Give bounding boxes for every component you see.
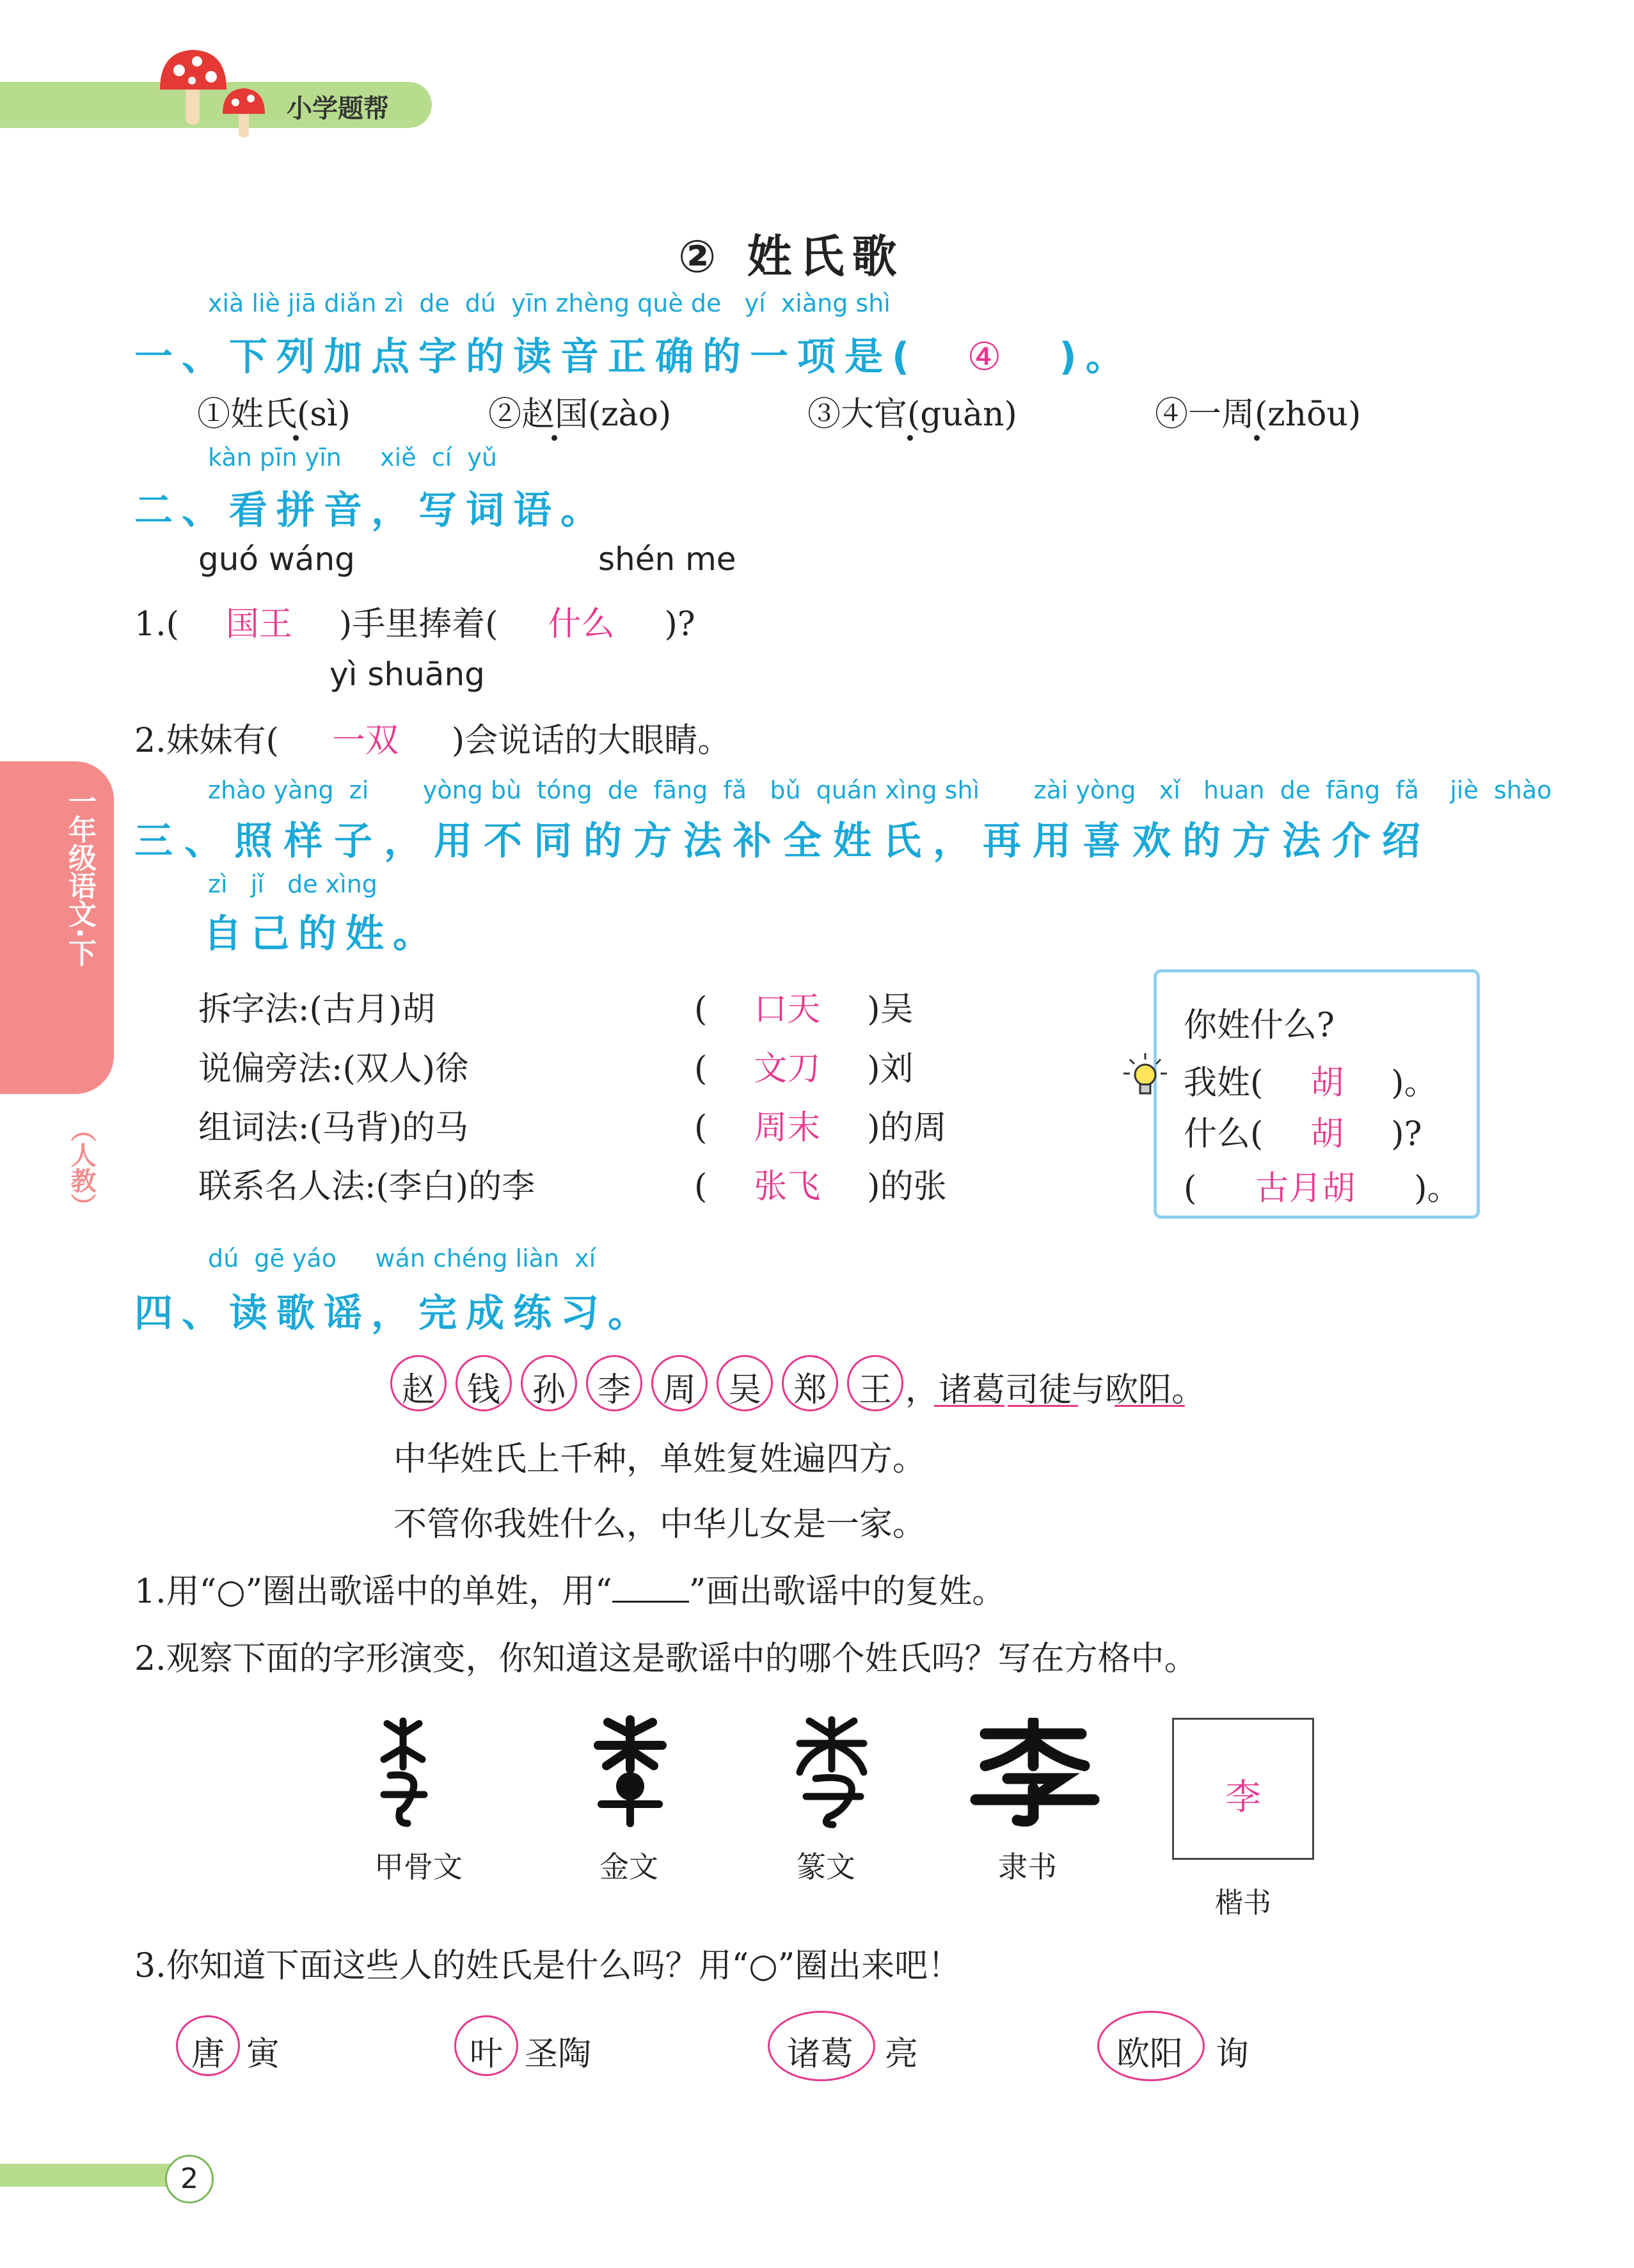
compound-underline: [1008, 1405, 1078, 1407]
method-close: )刘: [867, 1050, 914, 1088]
compound-underline: [1114, 1405, 1185, 1407]
q2-answer-b: 什么: [548, 605, 615, 644]
q1-answer: ④: [967, 335, 1011, 379]
box-answer-3: 古月胡: [1255, 1170, 1356, 1208]
ballad-line-1-rest: [905, 1363, 1205, 1411]
method-left: 拆字法:(古月)胡: [198, 990, 436, 1029]
q1-title-text: 一、下列加点字的读音正确的一项是(: [134, 335, 919, 379]
person-surname: 唐: [191, 2035, 225, 2074]
box-line-2: [1184, 1056, 1438, 1104]
single-surname: 周: [663, 1371, 697, 1409]
box-answer-1: 胡: [1310, 1064, 1344, 1102]
single-surname: 钱: [467, 1371, 501, 1409]
side-tab-grade: 一年级语文·下: [63, 787, 96, 967]
evolution-label: 甲骨文: [374, 1850, 463, 1884]
box-answer-2: 胡: [1310, 1115, 1344, 1154]
method-open: (: [694, 1109, 708, 1147]
method-row: [198, 1042, 468, 1090]
evolution-label: 金文: [599, 1850, 658, 1884]
page-number: 2: [180, 2162, 198, 2195]
comma: ，: [905, 1371, 939, 1409]
q1-option-1: ①姓氏(sì): [197, 395, 351, 434]
q1-title: [134, 326, 1133, 381]
task-1: [134, 1564, 1005, 1612]
compound-underline: [934, 1405, 1004, 1407]
evolution-label: 隶书: [998, 1850, 1057, 1884]
mushroom-icon: [154, 45, 282, 147]
emphasis-dot: [907, 435, 913, 441]
box-line-3-end: )?: [1391, 1115, 1422, 1154]
blank-underline: [612, 1576, 689, 1603]
single-surname: 王: [859, 1371, 892, 1409]
task-1-b: ”画出歌谣中的复姓。: [688, 1573, 1006, 1611]
q2-line1-mid: )手里捧着(: [338, 605, 498, 644]
box-line-4: [1184, 1161, 1461, 1209]
method-row: [198, 1100, 468, 1148]
q4-title: 四、读歌谣，完成练习。: [134, 1291, 655, 1336]
single-surname: 孙: [532, 1371, 566, 1409]
person-surname: 欧阳: [1116, 2035, 1184, 2074]
brand-label: 小学题帮: [287, 94, 389, 123]
q2-answer-a: 国王: [225, 605, 292, 644]
method-row: [198, 982, 435, 1030]
task-1-a: 1.用“○”圈出歌谣中的单姓，用“: [134, 1573, 612, 1611]
person-surname: 叶: [470, 2035, 504, 2074]
person-given: 亮: [885, 2035, 919, 2074]
oracle-bone-glyph: [368, 1715, 438, 1830]
q1-option-2: ②赵国(zào): [488, 395, 672, 434]
side-tab-edition: （人教）: [67, 1116, 96, 1219]
box-line-4-end: )。: [1414, 1170, 1461, 1208]
box-line-4-prefix: (: [1184, 1170, 1197, 1208]
method-row: [694, 1159, 947, 1207]
emphasis-dot: [1254, 435, 1260, 441]
conjunction: 与: [1072, 1371, 1106, 1409]
q1-pinyin: xià liè jiā diǎn zì de dú yīn zhèng què de yí xiàng shì: [208, 289, 891, 317]
q1-option-4: ④一周(zhōu): [1155, 395, 1361, 434]
q2-line1: [134, 597, 695, 645]
q2-line1-prefix: 1.(: [134, 605, 179, 644]
single-surname: 郑: [793, 1371, 827, 1409]
method-row: [694, 1042, 914, 1090]
method-open: (: [694, 990, 708, 1029]
method-row: [694, 1100, 947, 1148]
q2-line2-end: )会说话的大眼睛。: [451, 722, 731, 760]
compound-surname: 欧阳: [1105, 1371, 1172, 1409]
answer-square-label: 楷书: [1215, 1887, 1271, 1919]
single-surname: 赵: [402, 1371, 436, 1409]
person-given: 寅: [246, 2035, 280, 2074]
q2-line1-end: )?: [664, 605, 695, 644]
box-line-1: 你姓什么?: [1184, 1006, 1335, 1045]
answer-square-value: 李: [1225, 1777, 1261, 1818]
method-left: 联系名人法:(李白)的李: [198, 1168, 535, 1206]
single-surname: 李: [598, 1371, 631, 1409]
bronze-glyph: [589, 1715, 672, 1830]
method-row: [198, 1159, 535, 1207]
person-given: 询: [1216, 2035, 1249, 2074]
method-left: 组词法:(马背)的马: [198, 1109, 469, 1147]
method-answer: 口天: [754, 990, 821, 1029]
single-surname: 吴: [728, 1371, 762, 1409]
q4-pinyin: dú gē yáo wán chéng liàn xí: [208, 1244, 596, 1273]
footer-bar: [0, 2164, 192, 2187]
q3-title-2: 自己的姓。: [203, 912, 440, 956]
q2-answer-c: 一双: [331, 722, 399, 760]
q3-pinyin-1: zhào yàng zi yòng bù tóng de fāng fǎ bǔ quán xìng shì zài yòng xǐ huan de fāng fǎ jiè shào: [208, 776, 1552, 804]
ballad-line-3: 不管你我姓什么，中华儿女是一家。: [393, 1505, 926, 1544]
method-answer: 周末: [754, 1109, 821, 1147]
lesson-title: ② 姓氏歌: [678, 230, 905, 283]
method-open: (: [694, 1168, 708, 1206]
method-left: 说偏旁法:(双人)徐: [198, 1050, 469, 1088]
box-line-2-end: )。: [1391, 1064, 1438, 1102]
q1-option-3: ③大官(guàn): [807, 395, 1017, 434]
q2-line1-pinyin-a: guó wáng: [198, 541, 355, 578]
period: 。: [1171, 1371, 1205, 1409]
q2-line2: [134, 713, 731, 761]
emphasis-dot: [293, 435, 299, 441]
lightbulb-icon: [1120, 1049, 1171, 1100]
seal-glyph: [787, 1715, 876, 1830]
q2-title: 二、看拼音，写词语。: [134, 488, 608, 533]
method-row: [694, 982, 914, 1030]
q2-line1-pinyin-b: shén me: [598, 541, 736, 578]
method-close: )的周: [867, 1109, 947, 1147]
q1-title-end: )。: [1059, 335, 1133, 379]
method-close: )吴: [867, 990, 914, 1029]
q3-pinyin-2: zì jǐ de xìng: [208, 870, 377, 898]
compound-surname: 司徒: [1005, 1371, 1072, 1409]
q2-line2-prefix: 2.妹妹有(: [134, 722, 279, 760]
q2-pinyin: kàn pīn yīn xiě cí yǔ: [208, 443, 497, 472]
q2-line2-pinyin: yì shuāng: [329, 656, 485, 693]
compound-surname: 诸葛: [939, 1371, 1006, 1409]
clerical-glyph: [966, 1718, 1100, 1827]
task-2: 2.观察下面的字形演变，你知道这是歌谣中的哪个姓氏吗？写在方格中。: [134, 1640, 1198, 1678]
box-line-2-prefix: 我姓(: [1184, 1064, 1264, 1102]
method-answer: 文刀: [754, 1050, 821, 1088]
person-surname: 诸葛: [787, 2035, 854, 2074]
method-answer: 张飞: [754, 1168, 821, 1206]
box-line-3: [1184, 1107, 1422, 1155]
ballad-line-2: 中华姓氏上千种，单姓复姓遍四方。: [393, 1440, 926, 1479]
box-line-3-prefix: 什么(: [1184, 1115, 1264, 1154]
q3-title-1: 三、照样子，用不同的方法补全姓氏，再用喜欢的方法介绍: [134, 819, 1432, 864]
method-close: )的张: [867, 1168, 947, 1206]
person-given: 圣陶: [525, 2035, 592, 2074]
evolution-label: 篆文: [797, 1850, 855, 1884]
method-open: (: [694, 1050, 708, 1088]
emphasis-dot: [551, 435, 557, 441]
task-3: 3.你知道下面这些人的姓氏是什么吗？用“○”圈出来吧！: [134, 1947, 962, 1985]
